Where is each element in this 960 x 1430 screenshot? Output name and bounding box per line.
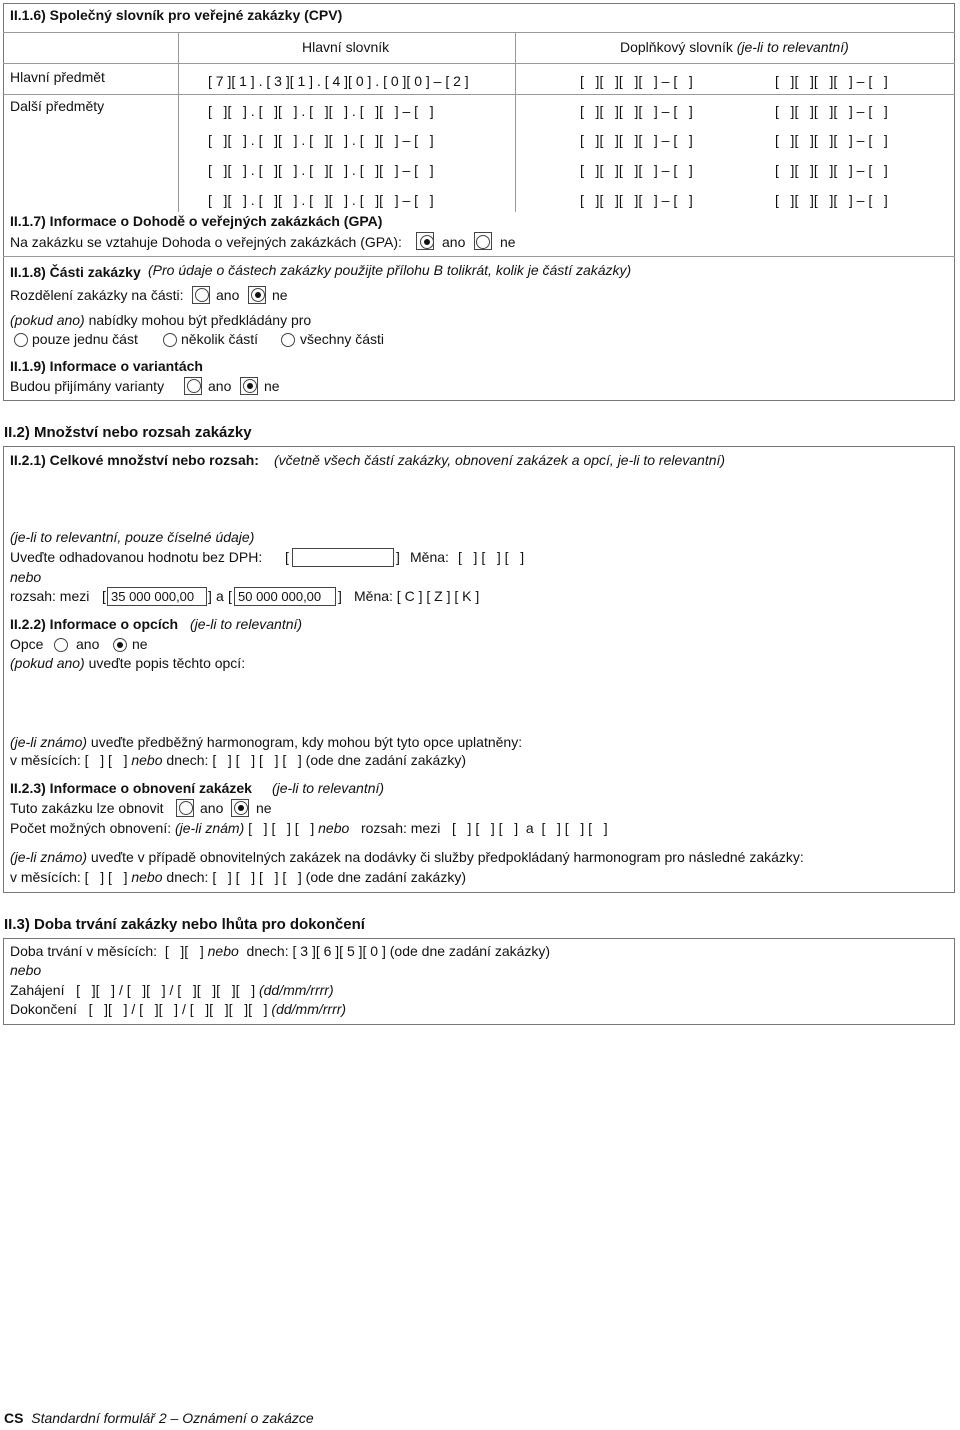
options-yes-radio[interactable] [54,638,68,652]
parts-no-radio[interactable] [251,288,265,302]
range-max-bracket-open: [ [228,588,232,604]
cpv-other-supp[interactable]: [ ][ ][ ][ ] – [ ] [775,103,888,119]
estimate-currency-boxes[interactable]: [ ] [ ] [ ] [458,549,525,565]
cpv-other-code[interactable]: [ ][ ] . [ ][ ] . [ ][ ] . [ ][ ] – [ ] [208,103,434,119]
parts-offers: (pokud ano) nabídky mohou být předkládány pro [10,312,312,328]
duration-or: nebo [10,962,42,978]
options-months-line[interactable]: v měsících: [ ] [ ] nebo dnech: [ ] [ ] [ ] [ ] (ode dne zadání zakázky) [10,752,466,768]
quantity-note: (včetně všech částí zakázky, obnovení zakázek a opcí, je-li to relevantní) [274,452,726,468]
range-min-bracket-close: ] [208,588,212,604]
parts-yes-radio[interactable] [195,288,209,302]
duration-start-line[interactable]: Zahájení [ ][ ] / [ ][ ] / [ ][ ][ ][ ] (dd/mm/rrrr) [10,982,334,998]
cpv-other-code[interactable]: [ ][ ] . [ ][ ] . [ ][ ] . [ ][ ] – [ ] [208,192,434,208]
duration-section-title: II.3) Doba trvání zakázky nebo lhůta pro dokončení [4,916,365,933]
cpv-other-supp[interactable]: [ ][ ][ ][ ] – [ ] [775,132,888,148]
renewals-title: II.2.3) Informace o obnovení zakázek [10,780,252,796]
cpv-col-divider-1 [178,32,179,212]
renewals-no-radio[interactable] [234,801,248,815]
variants-no-radio[interactable] [243,379,257,393]
cpv-title-divider [3,32,955,33]
parts-question: Rozdělení zakázky na části: [10,287,184,303]
options-no-radio[interactable] [113,638,127,652]
cpv-other-supp[interactable]: [ ][ ][ ][ ] – [ ] [580,162,693,178]
variants-title: II.1.9) Informace o variantách [10,358,203,374]
parts-opt2-label: několik částí [181,331,259,347]
quantity-or: nebo [10,569,42,585]
cpv-header-divider [3,63,955,64]
range-label: rozsah: mezi [10,588,90,604]
parts-yes-label: ano [216,287,240,303]
gpa-question: Na zakázku se vztahuje Dohoda o veřejných zakázkách (GPA): [10,234,402,250]
options-desc: (pokud ano) uveďte popis těchto opcí: [10,655,246,671]
variants-yes-label: ano [208,378,232,394]
range-and: a [216,588,224,604]
renewals-schedule: (je-li známo) uveďte v případě obnovitelných zakázek na dodávky či služby předpokládaný harmonogram pro následné zakázky: [10,849,804,865]
renewals-yes-radio[interactable] [179,801,193,815]
cpv-other-supp[interactable]: [ ][ ][ ][ ] – [ ] [580,192,693,208]
cpv-other-code[interactable]: [ ][ ] . [ ][ ] . [ ][ ] . [ ][ ] – [ ] [208,162,434,178]
quantity-numeric-note: (je-li to relevantní, pouze číselné údaje) [10,529,255,545]
gpa-divider [3,256,955,257]
cpv-row-divider [3,94,955,95]
renewals-yes-label: ano [200,800,224,816]
cpv-other-supp[interactable]: [ ][ ][ ][ ] – [ ] [775,192,888,208]
renewals-count-line[interactable]: Počet možných obnovení: (je-li znám) [ ] [ ] [ ] nebo rozsah: mezi [ ] [ ] [ ] a [ ] [ ] [ ] [10,820,608,836]
parts-opt1-label: pouze jednu část [32,331,138,347]
cpv-main-code[interactable]: [ 7 ][ 1 ] . [ 3 ][ 1 ] . [ 4 ][ 0 ] . [ 0 ][ 0 ] – [ 2 ] [208,73,469,89]
options-yes-label: ano [76,636,100,652]
footer: CS Standardní formulář 2 – Oznámení o zakázce [4,1410,314,1426]
cpv-other-supp[interactable]: [ ][ ][ ][ ] – [ ] [775,162,888,178]
gpa-yes-label: ano [442,234,466,250]
renewals-question: Tuto zakázku lze obnovit [10,800,164,816]
variants-yes-radio[interactable] [187,379,201,393]
gpa-no-label: ne [500,234,516,250]
cpv-other-code[interactable]: [ ][ ] . [ ][ ] . [ ][ ] . [ ][ ] – [ ] [208,132,434,148]
range-min-field[interactable]: 35 000 000,00 [107,587,207,606]
cpv-other-supp[interactable]: [ ][ ][ ][ ] – [ ] [580,103,693,119]
cpv-row-main-label: Hlavní předmět [10,69,105,85]
range-max-field[interactable]: 50 000 000,00 [234,587,336,606]
duration-line1[interactable]: Doba trvání v měsících: [ ][ ] nebo dnech: [ 3 ][ 6 ][ 5 ][ 0 ] (ode dne zadání zakázky) [10,943,551,959]
parts-title: II.1.8) Části zakázky [10,264,141,280]
estimate-label: Uveďte odhadovanou hodnotu bez DPH: [10,549,263,565]
cpv-row-other-label: Další předměty [10,98,105,114]
renewals-no-label: ne [256,800,272,816]
variants-question: Budou přijímány varianty [10,378,165,394]
estimate-currency-label: Měna: [410,549,449,565]
options-no-label: ne [132,636,148,652]
quantity-title: II.2.1) Celkové množství nebo rozsah: [10,452,259,468]
renewals-note: (je-li to relevantní) [272,780,385,796]
cpv-col-supp: Doplňkový slovník (je-li to relevantní) [620,39,849,55]
cpv-title: II.1.6) Společný slovník pro veřejné zakázky (CPV) [10,7,343,23]
parts-note: (Pro údaje o částech zakázky použijte přílohu B tolikrát, kolik je částí zakázky) [148,262,632,278]
estimate-bracket-close: ] [396,549,400,565]
cpv-col-main: Hlavní slovník [302,39,390,55]
cpv-col-divider-2 [515,32,516,212]
options-title: II.2.2) Informace o opcích [10,616,179,632]
gpa-title: II.1.7) Informace o Dohodě o veřejných zakázkách (GPA) [10,213,383,229]
options-note: (je-li to relevantní) [190,616,303,632]
variants-no-label: ne [264,378,280,394]
parts-opt2-radio[interactable] [163,333,177,347]
range-min-bracket-open: [ [102,588,106,604]
gpa-yes-radio[interactable] [420,235,434,249]
parts-opt3-label: všechny části [300,331,385,347]
parts-opt1-radio[interactable] [14,333,28,347]
options-label: Opce [10,636,44,652]
cpv-supp-code-1a[interactable]: [ ][ ][ ][ ] – [ ] [580,73,693,89]
range-currency: Měna: [ C ] [ Z ] [ K ] [354,588,480,604]
cpv-other-supp[interactable]: [ ][ ][ ][ ] – [ ] [580,132,693,148]
options-schedule: (je-li známo) uveďte předběžný harmonogram, kdy mohou být tyto opce uplatněny: [10,734,523,750]
cpv-supp-code-1b[interactable]: [ ][ ][ ][ ] – [ ] [775,73,888,89]
duration-end-line[interactable]: Dokončení [ ][ ] / [ ][ ] / [ ][ ][ ][ ] (dd/mm/rrrr) [10,1001,347,1017]
estimate-value-field[interactable] [292,548,394,567]
estimate-bracket-open: [ [285,549,289,565]
parts-opt3-radio[interactable] [281,333,295,347]
renewals-months-line[interactable]: v měsících: [ ] [ ] nebo dnech: [ ] [ ] [ ] [ ] (ode dne zadání zakázky) [10,869,466,885]
range-max-bracket-close: ] [338,588,342,604]
quantity-section-title: II.2) Množství nebo rozsah zakázky [4,424,252,441]
parts-no-label: ne [272,287,288,303]
gpa-no-radio[interactable] [476,235,490,249]
